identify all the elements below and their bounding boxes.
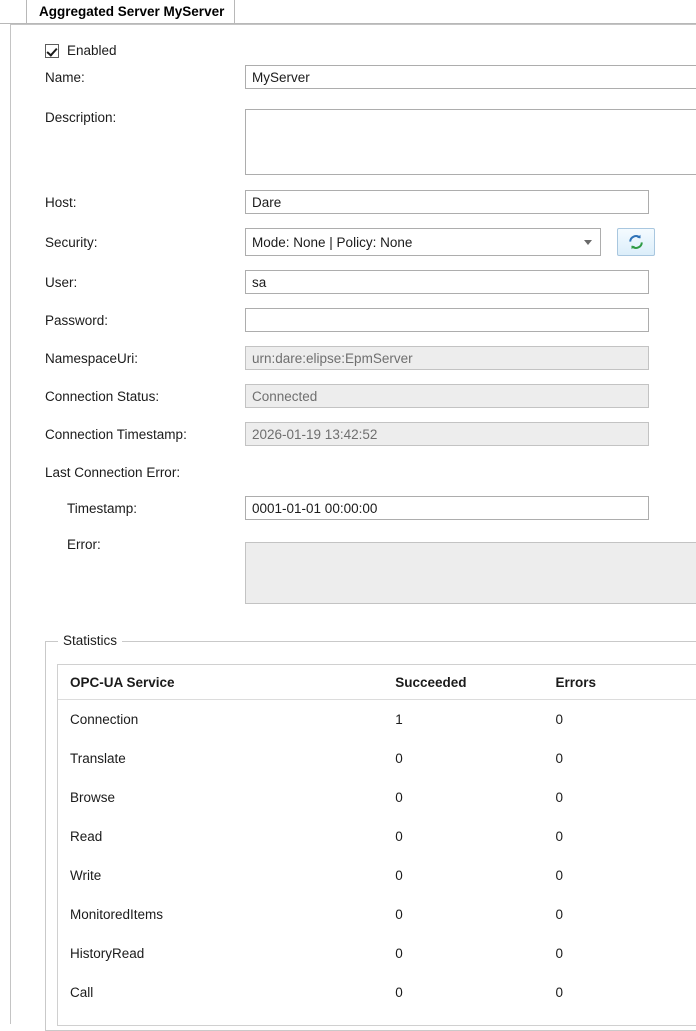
name-input[interactable] [245,65,696,89]
cell-errors: 0 [555,817,696,856]
name-value: MyServer [252,69,310,85]
table-header-row [58,665,696,700]
security-label: Security: [45,234,98,250]
cell-errors: 0 [555,973,696,1012]
error-timestamp-label: Timestamp: [67,500,138,516]
refresh-icon [627,233,645,251]
user-input[interactable] [245,270,649,294]
connection-status-label: Connection Status: [45,388,160,404]
description-label: Description: [45,109,117,125]
cell-errors: 0 [555,778,696,817]
cell-errors: 0 [555,934,696,973]
tab-strip [0,0,696,24]
cell-service: Write [58,856,395,895]
connection-timestamp-value: 2026-01-19 13:42:52 [252,426,378,442]
column-header-succeeded[interactable]: Succeeded [395,665,555,700]
error-label: Error: [67,536,101,552]
cell-service: Call [58,973,395,1012]
user-label: User: [45,274,78,290]
statistics-title: Statistics [58,633,122,648]
connection-status-value: Connected [252,388,318,404]
cell-succeeded: 0 [395,856,555,895]
refresh-security-button[interactable] [617,228,655,256]
statistics-group [45,633,696,1031]
column-header-errors[interactable]: Errors [555,665,696,700]
table-row[interactable] [58,739,696,778]
cell-succeeded: 0 [395,934,555,973]
host-input[interactable] [245,190,649,214]
table-row[interactable] [58,778,696,817]
cell-errors: 0 [555,895,696,934]
column-header-service[interactable]: OPC-UA Service [58,665,395,700]
connection-status-value-box [245,384,649,408]
cell-errors: 0 [555,739,696,778]
editor-panel [10,24,696,1024]
user-value: sa [252,274,267,290]
cell-service: Read [58,817,395,856]
table-row[interactable] [58,934,696,973]
security-dropdown[interactable] [245,228,601,256]
connection-timestamp-value-box [245,422,649,446]
cell-errors: 0 [555,856,696,895]
namespaceuri-value: urn:dare:elipse:EpmServer [252,350,413,366]
enabled-checkbox[interactable] [45,44,59,58]
namespaceuri-label: NamespaceUri: [45,350,139,366]
cell-succeeded: 0 [395,817,555,856]
connection-timestamp-label: Connection Timestamp: [45,426,187,442]
last-connection-error-label: Last Connection Error: [45,464,181,480]
chevron-down-icon [584,240,592,245]
cell-service: HistoryRead [58,934,395,973]
cell-succeeded: 0 [395,973,555,1012]
tab-aggregated-server[interactable] [26,0,235,24]
cell-service: MonitoredItems [58,895,395,934]
security-value: Mode: None | Policy: None [252,234,413,250]
error-timestamp-value: 0001-01-01 00:00:00 [252,500,378,516]
enabled-label: Enabled [67,43,117,58]
table-row[interactable] [58,973,696,1012]
statistics-table [58,665,696,1012]
table-row[interactable] [58,856,696,895]
host-label: Host: [45,194,77,210]
enabled-row [45,43,117,58]
tab-label: Aggregated Server MyServer [39,4,225,19]
cell-service: Connection [58,700,395,740]
cell-succeeded: 0 [395,895,555,934]
password-input[interactable] [245,308,649,332]
cell-succeeded: 0 [395,739,555,778]
cell-service: Browse [58,778,395,817]
error-textarea [245,542,696,604]
error-timestamp-input[interactable] [245,496,649,520]
statistics-table-wrapper [57,664,696,1026]
cell-service: Translate [58,739,395,778]
editor-content [23,25,696,1025]
password-label: Password: [45,312,109,328]
table-row[interactable] [58,895,696,934]
cell-succeeded: 1 [395,700,555,740]
cell-errors: 0 [555,700,696,740]
host-value: Dare [252,194,282,210]
namespaceuri-input [245,346,649,370]
table-row[interactable] [58,700,696,740]
name-label: Name: [45,69,85,85]
description-input[interactable] [245,109,696,175]
table-row[interactable] [58,817,696,856]
cell-succeeded: 0 [395,778,555,817]
